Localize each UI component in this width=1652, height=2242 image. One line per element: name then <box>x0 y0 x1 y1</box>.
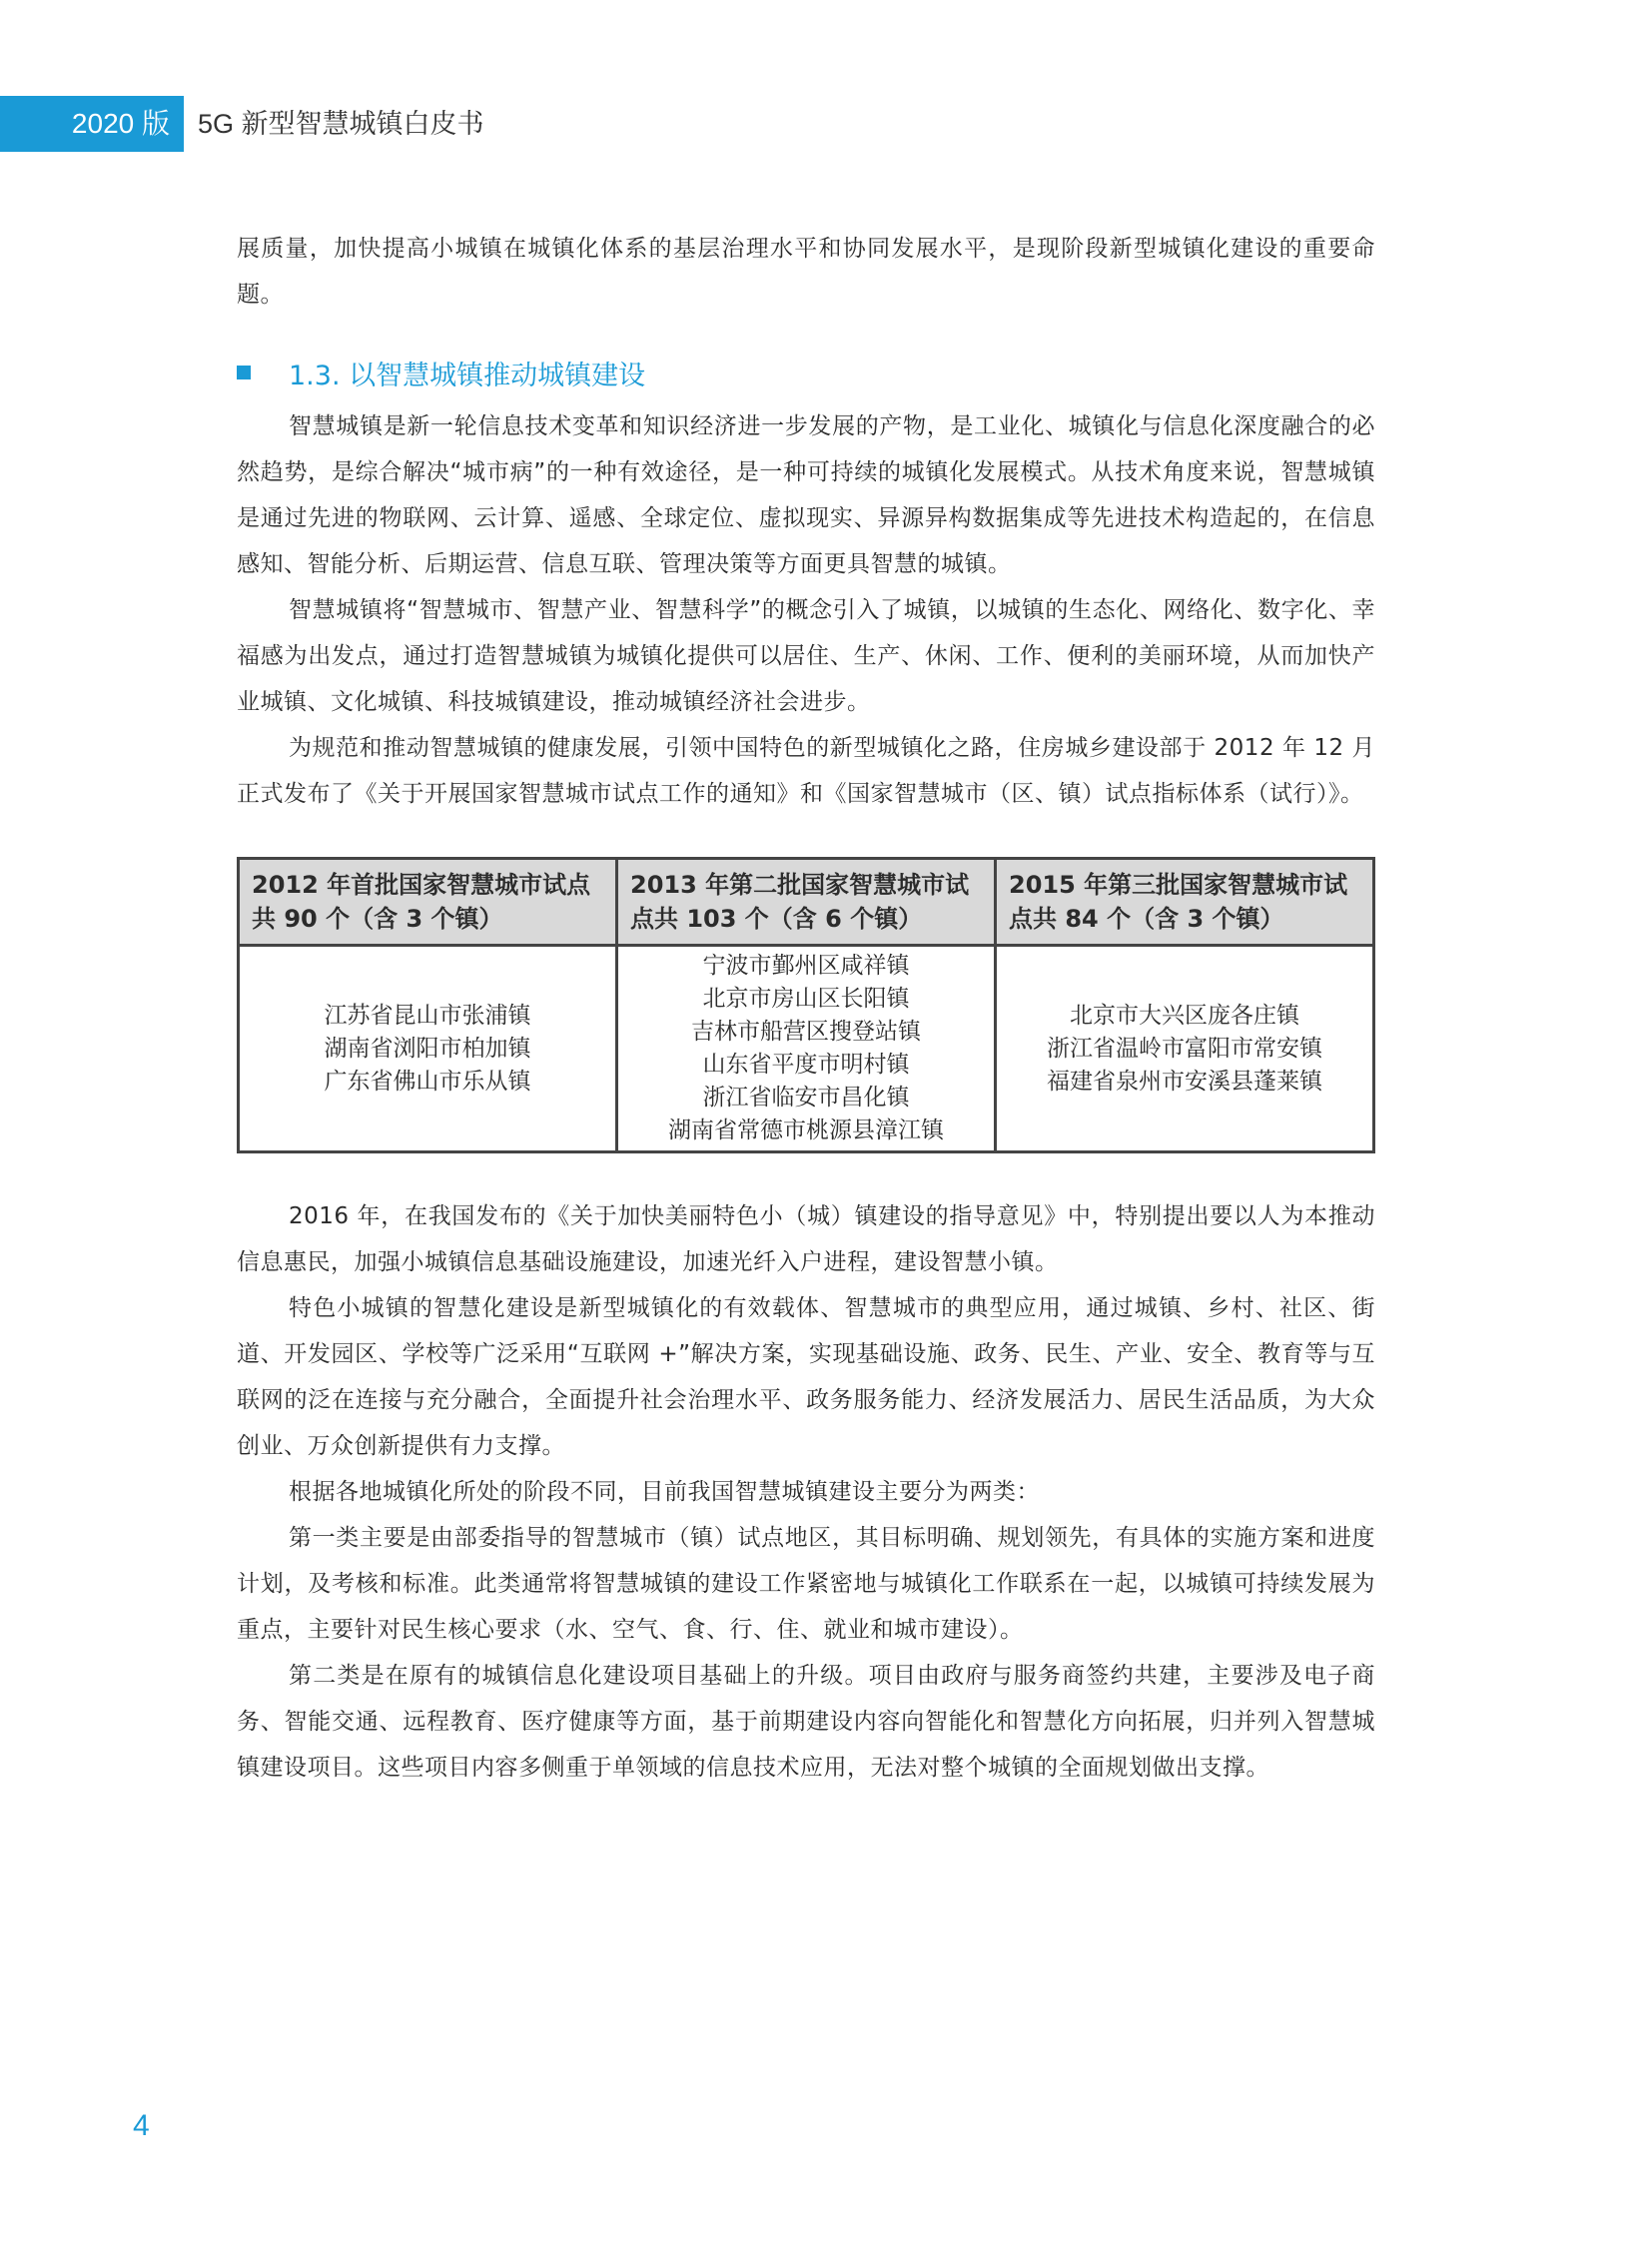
town-name: 湖南省浏阳市柏加镇 <box>324 1035 531 1062</box>
table-row <box>239 946 1374 1152</box>
town-name: 广东省佛山市乐从镇 <box>324 1068 531 1095</box>
section-bullet-icon <box>237 366 251 379</box>
table-cell-2013 <box>617 946 996 1152</box>
page-content <box>237 226 1375 1791</box>
paragraph: 智慧城镇将“智慧城市、智慧产业、智慧科学”的概念引入了城镇，以城镇的生态化、网络化、数字化、幸福感为出发点，通过打造智慧城镇为城镇化提供可以居住、生产、休闲、工作、便利的美丽环境，从而加快产业城镇、文化城镇、科技城镇建设，推动城镇经济社会进步。 <box>237 597 1375 715</box>
table-header-row <box>239 859 1374 946</box>
table-cell-2015 <box>996 946 1374 1152</box>
paragraph: 特色小城镇的智慧化建设是新型城镇化的有效载体、智慧城市的典型应用，通过城镇、乡村、社区、街道、开发园区、学校等广泛采用“互联网 +”解决方案，实现基础设施、政务、民生、产业、安全、教育等与互联网的泛在连接与充分融合，全面提升社会治理水平、政务服务能力、经济发展活力、居民生活品质，为大众创业、万众创新提供有力支撑。 <box>237 1295 1375 1459</box>
table-header-2012: 2012 年首批国家智慧城市试点共 90 个（含 3 个镇） <box>239 859 617 946</box>
intro-paragraph: 展质量，加快提高小城镇在城镇化体系的基层治理水平和协同发展水平，是现阶段新型城镇化建设的重要命题。 <box>237 236 1375 308</box>
town-name: 湖南省常德市桃源县漳江镇 <box>668 1118 944 1143</box>
town-name: 山东省平度市明村镇 <box>702 1052 910 1078</box>
town-name: 吉林市船营区搜登站镇 <box>691 1019 921 1045</box>
town-name: 北京市房山区长阳镇 <box>702 986 910 1012</box>
paragraph: 为规范和推动智慧城镇的健康发展，引领中国特色的新型城镇化之路，住房城乡建设部于 2012 年 12 月正式发布了《关于开展国家智慧城市试点工作的通知》和《国家智慧城市（区、镇）试点指标体系（试行）》。 <box>237 735 1375 807</box>
table-header-2013: 2013 年第二批国家智慧城市试点共 103 个（含 6 个镇） <box>617 859 996 946</box>
town-name: 福建省泉州市安溪县蓬莱镇 <box>1047 1068 1322 1095</box>
town-name: 宁波市鄞州区咸祥镇 <box>702 953 910 979</box>
paragraph: 第二类是在原有的城镇信息化建设项目基础上的升级。项目由政府与服务商签约共建，主要涉及电子商务、智能交通、远程教育、医疗健康等方面，基于前期建设内容向智能化和智慧化方向拓展，归并列入智慧城镇建设项目。这些项目内容多侧重于单领域的信息技术应用，无法对整个城镇的全面规划做出支撑。 <box>237 1663 1375 1781</box>
table-cell-2012 <box>239 946 617 1152</box>
table-header-2015: 2015 年第三批国家智慧城市试点共 84 个（含 3 个镇） <box>996 859 1374 946</box>
paragraph: 第一类主要是由部委指导的智慧城市（镇）试点地区，其目标明确、规划领先，有具体的实施方案和进度计划，及考核和标准。此类通常将智慧城镇的建设工作紧密地与城镇化工作联系在一起，以城镇可持续发展为重点，主要针对民生核心要求（水、空气、食、行、住、就业和城市建设）。 <box>237 1525 1375 1643</box>
paragraph: 根据各地城镇化所处的阶段不同，目前我国智慧城镇建设主要分为两类： <box>289 1479 1040 1505</box>
edition-badge: 2020 版 <box>0 96 184 152</box>
section-heading-text: 1.3. 以智慧城镇推动城镇建设 <box>289 360 646 391</box>
document-title: 5G 新型智慧城镇白皮书 <box>198 109 484 139</box>
pilot-towns-table <box>237 857 1375 1153</box>
town-name: 江苏省昆山市张浦镇 <box>324 1002 531 1029</box>
town-name: 浙江省温岭市富阳市常安镇 <box>1047 1035 1322 1062</box>
town-name: 北京市大兴区庞各庄镇 <box>1070 1002 1299 1029</box>
section-heading <box>237 350 1375 395</box>
paragraph: 2016 年，在我国发布的《关于加快美丽特色小（城）镇建设的指导意见》中，特别提出要以人为本推动信息惠民，加强小城镇信息基础设施建设，加速光纤入户进程，建设智慧小镇。 <box>237 1203 1375 1275</box>
page-number: 4 <box>133 2109 150 2142</box>
town-name: 浙江省临安市昌化镇 <box>702 1085 910 1111</box>
paragraph: 智慧城镇是新一轮信息技术变革和知识经济进一步发展的产物，是工业化、城镇化与信息化深度融合的必然趋势，是综合解决“城市病”的一种有效途径，是一种可持续的城镇化发展模式。从技术角度来说，智慧城镇是通过先进的物联网、云计算、遥感、全球定位、虚拟现实、异源异构数据集成等先进技术构造起的，在信息感知、智能分析、后期运营、信息互联、管理决策等方面更具智慧的城镇。 <box>237 413 1375 577</box>
